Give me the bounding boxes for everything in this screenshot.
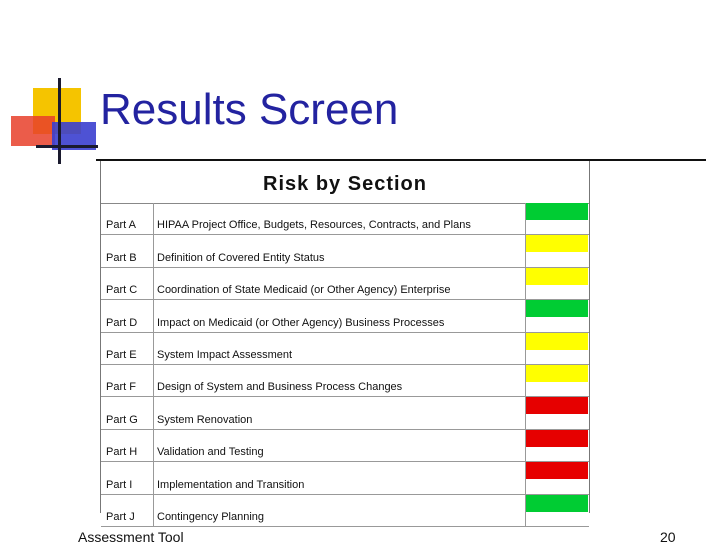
table-row (101, 300, 589, 332)
footer-label: Assessment Tool (78, 529, 184, 545)
risk-table-rows (101, 203, 589, 527)
column-separator (153, 430, 154, 461)
row-part-label: Part I (106, 478, 133, 491)
page-number: 20 (660, 529, 676, 545)
table-row (101, 333, 589, 365)
risk-indicator-green (526, 495, 588, 512)
row-description: Design of System and Business Process Changes (157, 381, 403, 394)
risk-indicator-red (526, 397, 588, 414)
risk-indicator-green (526, 203, 588, 220)
row-part-label: Part A (106, 219, 136, 232)
row-description: Validation and Testing (157, 446, 264, 459)
row-description: Coordination of State Medicaid (or Other Agency) Enterprise (157, 284, 451, 297)
row-part-label: Part J (106, 510, 135, 523)
column-separator (153, 300, 154, 331)
row-description: Contingency Planning (157, 510, 265, 523)
row-description: Implementation and Transition (157, 478, 305, 491)
table-row (101, 430, 589, 462)
column-separator (153, 235, 154, 266)
column-separator (153, 365, 154, 396)
risk-table-title: Risk by Section (263, 173, 427, 195)
column-separator (153, 495, 154, 526)
column-separator (153, 268, 154, 299)
row-part-label: Part E (106, 348, 137, 361)
row-description: System Renovation (157, 413, 253, 426)
decorative-horizontal-line (36, 145, 98, 148)
table-row (101, 365, 589, 397)
risk-table (100, 161, 590, 523)
risk-indicator-yellow (526, 235, 588, 252)
row-description: HIPAA Project Office, Budgets, Resources, Contracts, and Plans (157, 219, 471, 232)
decorative-vertical-line (58, 78, 61, 164)
risk-indicator-red (526, 430, 588, 447)
table-row (101, 268, 589, 300)
risk-indicator-red (526, 462, 588, 479)
column-separator (153, 397, 154, 428)
row-description: System Impact Assessment (157, 348, 293, 361)
row-part-label: Part H (106, 446, 138, 459)
risk-indicator-yellow (526, 333, 588, 350)
risk-indicator-yellow (526, 365, 588, 382)
row-part-label: Part B (106, 251, 137, 264)
slide-title: Results Screen (100, 85, 399, 134)
column-separator (153, 462, 154, 493)
row-description: Definition of Covered Entity Status (157, 251, 325, 264)
table-row (101, 235, 589, 267)
row-part-label: Part D (106, 316, 138, 329)
table-row (101, 462, 589, 494)
table-row (101, 397, 589, 429)
row-part-label: Part G (106, 413, 138, 426)
row-part-label: Part C (106, 284, 138, 297)
column-separator (153, 203, 154, 234)
table-row (101, 203, 589, 235)
row-part-label: Part F (106, 381, 136, 394)
row-description: Impact on Medicaid (or Other Agency) Business Processes (157, 316, 445, 329)
table-row (101, 495, 589, 527)
column-separator (153, 333, 154, 364)
risk-indicator-yellow (526, 268, 588, 285)
risk-indicator-green (526, 300, 588, 317)
decorative-red-square (11, 116, 55, 146)
